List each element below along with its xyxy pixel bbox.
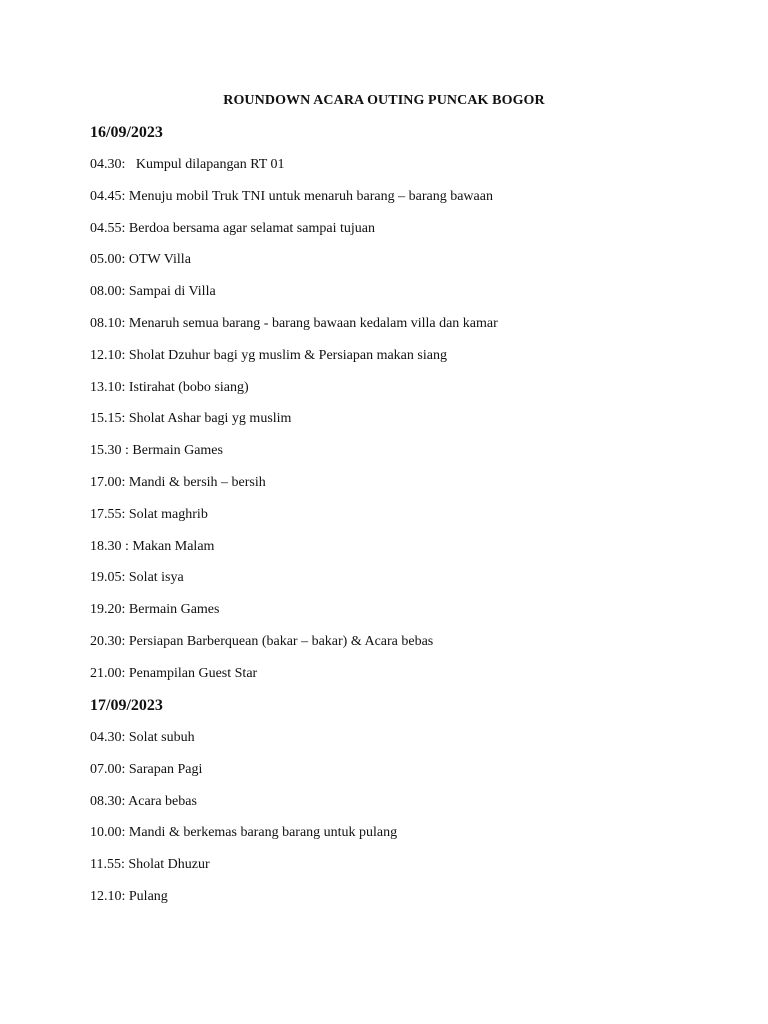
schedule-entry: 13.10: Istirahat (bobo siang) [90,379,249,395]
day-section-2 [90,697,690,920]
schedule-entry: 08.30: Acara bebas [90,793,197,809]
schedule-entry: 19.20: Bermain Games [90,602,220,618]
schedule-entry: 18.30 : Makan Malam [90,538,215,554]
schedule-entry: 07.00: Sarapan Pagi [90,761,203,777]
schedule-entry: 05.00: OTW Villa [90,252,191,268]
day-date-heading: 16/09/2023 [90,124,163,141]
schedule-entry: 19.05: Solat isya [90,570,184,586]
schedule-entry: 15.15: Sholat Ashar bagi yg muslim [90,411,292,427]
schedule-entry: 11.55: Sholat Dhuzur [90,857,210,873]
schedule-entry: 21.00: Penampilan Guest Star [90,665,258,681]
schedule-entry: 04.55: Berdoa bersama agar selamat sampai tujuan [90,220,375,236]
schedule-entry: 10.00: Mandi & berkemas barang barang untuk pulang [90,825,398,841]
schedule-entry: 17.55: Solat maghrib [90,506,208,522]
day-section-1 [90,124,690,697]
schedule-entry: 04.30: Kumpul dilapangan RT 01 [90,157,285,172]
schedule-entry: 04.30: Solat subuh [90,730,195,745]
day-date-heading: 17/09/2023 [90,697,163,714]
schedule-entry: 15.30 : Bermain Games [90,443,223,459]
schedule-entry: 20.30: Persiapan Barberquean (bakar – bakar) & Acara bebas [90,633,434,649]
schedule-entry: 08.00: Sampai di Villa [90,284,216,300]
document-title: ROUNDOWN ACARA OUTING PUNCAK BOGOR [223,93,545,108]
schedule-entry: 12.10: Sholat Dzuhur bagi yg muslim & Persiapan makan siang [90,347,447,363]
schedule-entry: 08.10: Menaruh semua barang - barang bawaan kedalam villa dan kamar [90,315,498,331]
schedule-entry: 12.10: Pulang [90,888,168,904]
schedule-entry: 04.45: Menuju mobil Truk TNI untuk menaruh barang – barang bawaan [90,188,493,204]
schedule-entry: 17.00: Mandi & bersih – bersih [90,474,266,490]
